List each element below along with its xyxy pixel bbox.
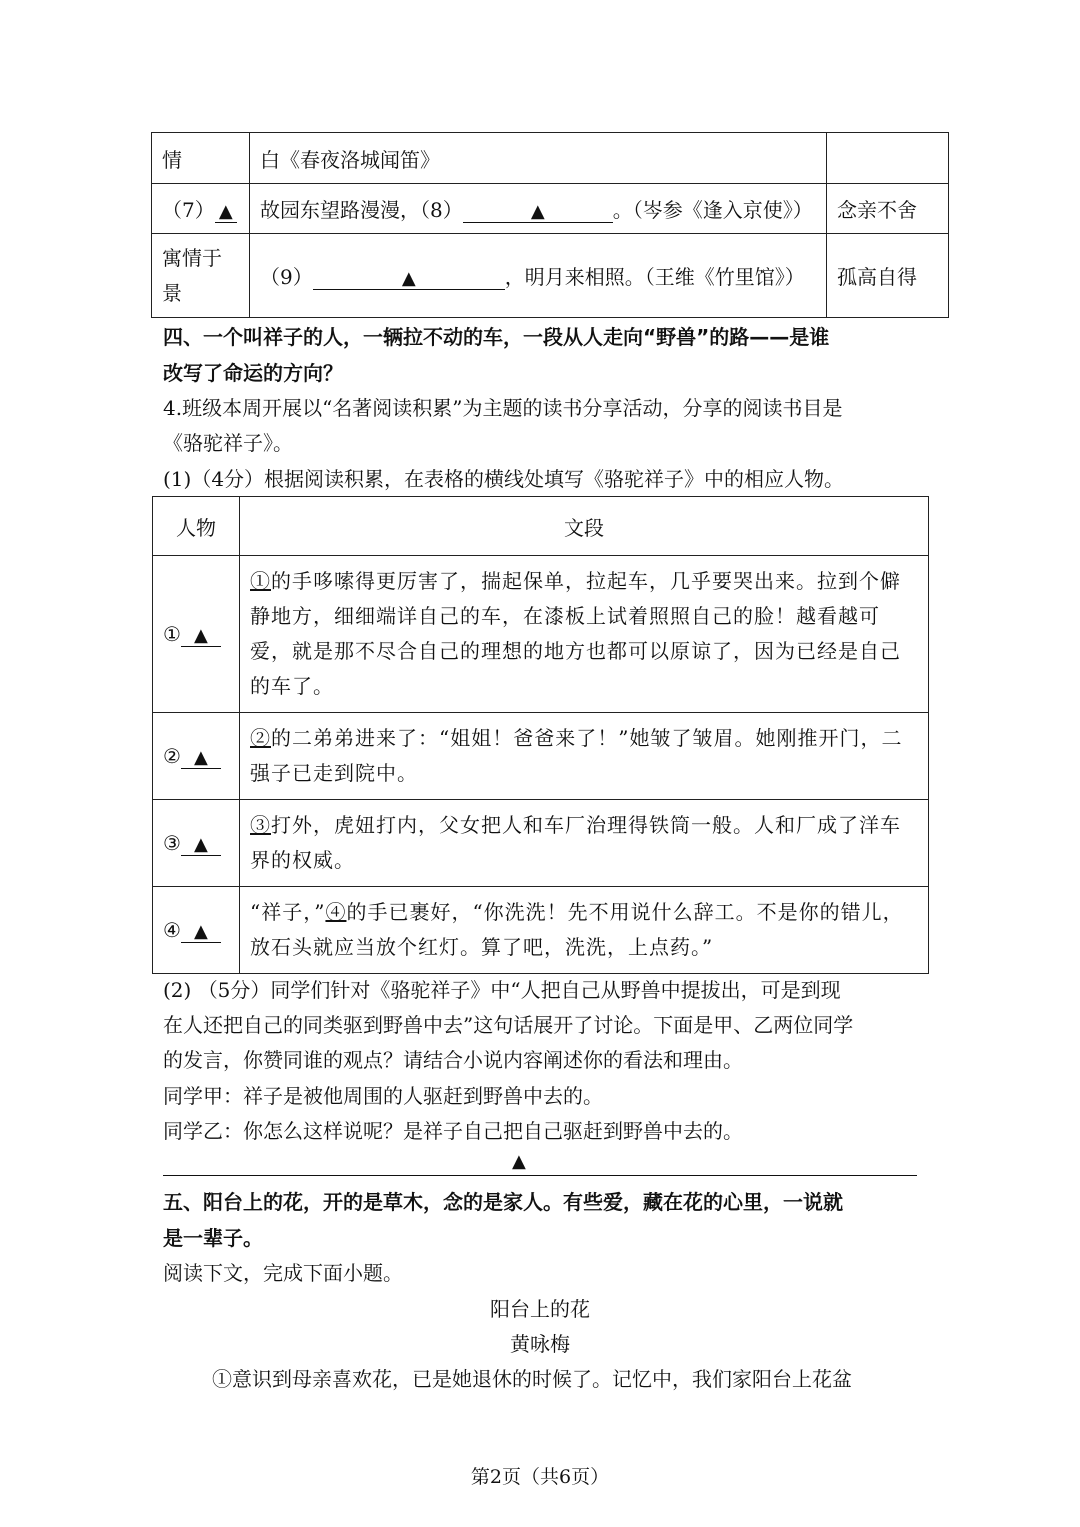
poetry-row bbox=[152, 184, 949, 234]
question4-2-text: (2) （5分）同学们针对《骆驼祥子》中“人把自己从野兽中提拔出，可是到现 bbox=[163, 978, 841, 1002]
answer-blank[interactable]: ▲ bbox=[181, 921, 221, 943]
table-row bbox=[153, 887, 929, 974]
poem-cell: （9） ▲ ，明月来相照。（王维《竹里馆》） bbox=[250, 234, 827, 318]
article-paragraph: ①意识到母亲喜欢花，已是她退休的时候了。记忆中，我们家阳台上花盆 bbox=[212, 1367, 852, 1391]
answer-blank-marker[interactable]: ▲ bbox=[512, 1151, 526, 1172]
reading-instruction: 阅读下文，完成下面小题。 bbox=[163, 1261, 403, 1285]
section5-heading-cont: 是一辈子。 bbox=[163, 1226, 263, 1250]
table-row bbox=[153, 556, 929, 713]
answer-blank[interactable]: ▲ bbox=[463, 201, 613, 223]
table-header-row bbox=[153, 497, 929, 556]
emotion-cell: 孤高自得 bbox=[827, 234, 949, 318]
poetry-table bbox=[151, 132, 949, 318]
passage-cell: ③打外，虎妞打内，父女把人和车厂治理得铁筒一般。人和厂成了洋车界的权威。 bbox=[240, 800, 929, 887]
character-table bbox=[152, 496, 929, 974]
answer-blank[interactable]: ▲ bbox=[181, 747, 221, 769]
person-cell: ② ▲ bbox=[153, 713, 240, 800]
category-cell: 情 bbox=[152, 133, 250, 184]
answer-blank[interactable]: ▲ bbox=[181, 625, 221, 647]
question4-text-cont: 《骆驼祥子》。 bbox=[163, 431, 293, 455]
header-passage: 文段 bbox=[240, 497, 929, 556]
answer-blank[interactable]: ▲ bbox=[215, 201, 237, 223]
question4-1-text: (1)（4分）根据阅读积累，在表格的横线处填写《骆驼祥子》中的相应人物。 bbox=[163, 467, 845, 491]
student-a-statement: 同学甲：祥子是被他周围的人驱赶到野兽中去的。 bbox=[163, 1084, 603, 1108]
question4-text: 4.班级本周开展以“名著阅读积累”为主题的读书分享活动，分享的阅读书目是 bbox=[163, 396, 843, 420]
emotion-cell bbox=[827, 133, 949, 184]
emotion-cell: 念亲不舍 bbox=[827, 184, 949, 234]
table-row bbox=[153, 800, 929, 887]
poetry-row bbox=[152, 234, 949, 318]
section4-heading: 四、一个叫祥子的人，一辆拉不动的车，一段从人走向“野兽”的路——是谁 bbox=[163, 325, 830, 349]
article-author: 黄咏梅 bbox=[510, 1332, 570, 1356]
poem-cell: 故园东望路漫漫，（8） ▲ 。（岑参《逢入京使》） bbox=[250, 184, 827, 234]
category-cell: （7） ▲ bbox=[152, 184, 250, 234]
question4-2-text-cont: 在人还把自己的同类驱到野兽中去”这句话展开了讨论。下面是甲、乙两位同学 bbox=[163, 1013, 854, 1037]
passage-cell: ②的二弟弟进来了：“姐姐！爸爸来了！”她皱了皱眉。她刚推开门，二强子已走到院中。 bbox=[240, 713, 929, 800]
poetry-row bbox=[152, 133, 949, 184]
question4-2-text-cont2: 的发言，你赞同谁的观点？请结合小说内容阐述你的看法和理由。 bbox=[163, 1048, 743, 1072]
person-cell: ③ ▲ bbox=[153, 800, 240, 887]
person-cell: ① ▲ bbox=[153, 556, 240, 713]
article-title: 阳台上的花 bbox=[490, 1297, 590, 1321]
answer-blank[interactable]: ▲ bbox=[181, 834, 221, 856]
section5-heading: 五、阳台上的花，开的是草木，念的是家人。有些爱，藏在花的心里，一说就 bbox=[163, 1190, 843, 1214]
page-footer: 第2页（共6页） bbox=[470, 1466, 610, 1488]
table-row bbox=[153, 713, 929, 800]
passage-cell: ①的手哆嗦得更厉害了，揣起保单，拉起车，几乎要哭出来。拉到个僻静地方，细细端详自己的车，在漆板上试着照照自己的脸！越看越可爱，就是那不尽合自己的理想的地方也都可以原谅了，因为已经是自己的车了。 bbox=[240, 556, 929, 713]
section4-heading-cont: 改写了命运的方向？ bbox=[163, 361, 343, 385]
person-cell: ④ ▲ bbox=[153, 887, 240, 974]
answer-line[interactable] bbox=[163, 1175, 917, 1176]
poem-cell: 白《春夜洛城闻笛》 bbox=[250, 133, 827, 184]
student-b-statement: 同学乙：你怎么这样说呢？是祥子自己把自己驱赶到野兽中去的。 bbox=[163, 1119, 743, 1143]
header-person: 人物 bbox=[153, 497, 240, 556]
passage-cell: “祥子，”④的手已裹好，“你洗洗！先不用说什么辞工。不是你的错儿，放石头就应当放个红灯。算了吧，洗洗，上点药。” bbox=[240, 887, 929, 974]
answer-blank[interactable]: ▲ bbox=[313, 268, 505, 290]
category-cell: 寓情于景 bbox=[152, 234, 250, 318]
